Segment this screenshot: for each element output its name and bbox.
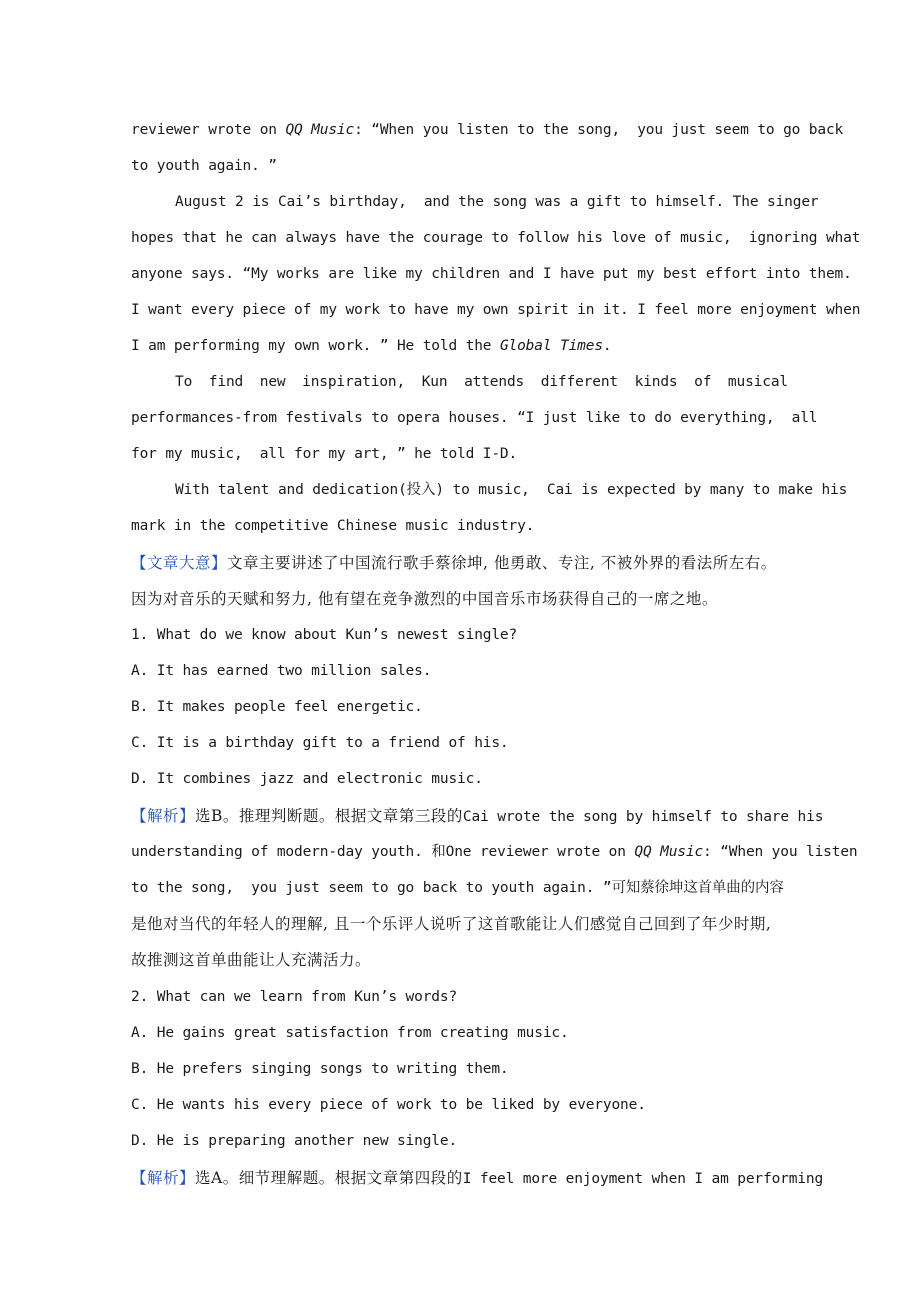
- summary-line1: [131, 553, 777, 573]
- q1-analysis-line2: [131, 842, 857, 862]
- q2-question: 2. What can we learn from Kun’s words?: [131, 989, 458, 1005]
- analysis-tag: 【解析】: [131, 1169, 196, 1187]
- q1-option-c: C. It is a birthday gift to a friend of his.: [131, 735, 509, 751]
- q2-option-a: A. He gains great satisfaction from creating music.: [131, 1025, 569, 1041]
- q1-option-d: D. It combines jazz and electronic music.: [131, 771, 483, 787]
- text-run: 文章主要讲述了中国流行歌手蔡徐坤, 他勇敢、专注, 不被外界的看法所左右。: [227, 554, 777, 572]
- text-run: I am performing my own work. ” He told the: [131, 338, 500, 354]
- passage-p2-line3: anyone says. “My works are like my children and I have put my best effort into them.: [131, 266, 852, 282]
- italic-title: Global Times: [499, 338, 603, 354]
- summary-tag: 【文章大意】: [131, 554, 228, 572]
- italic-title: QQ Music: [634, 844, 704, 860]
- q1-analysis-line5: 故推测这首单曲能让人充满活力。: [131, 951, 372, 969]
- passage-p4-line1: With talent and dedication(投入) to music, Cai is expected by many to make his: [175, 482, 848, 498]
- passage-p2-line2: hopes that he can always have the courage to follow his love of music, ignoring what: [131, 230, 861, 246]
- passage-p3-line3: for my music, all for my art, ” he told I-D.: [131, 446, 518, 462]
- passage-p2-line1: August 2 is Cai’s birthday, and the song was a gift to himself. The singer: [175, 194, 819, 210]
- q1-option-a: A. It has earned two million sales.: [131, 663, 432, 679]
- text-run: 选B。推理判断题。根据文章第三段的: [195, 807, 463, 825]
- passage-p4-line2: mark in the competitive Chinese music industry.: [131, 518, 535, 534]
- text-run: .: [602, 338, 612, 354]
- q2-option-d: D. He is preparing another new single.: [131, 1133, 458, 1149]
- text-run: reviewer wrote on: [131, 122, 286, 138]
- q1-analysis-line4: 是他对当代的年轻人的理解, 且一个乐评人说听了这首歌能让人们感觉自己回到了年少时期,: [131, 915, 772, 933]
- q2-option-c: C. He wants his every piece of work to be liked by everyone.: [131, 1097, 646, 1113]
- text-run: : “When you listen to the song, you just seem to go back: [354, 122, 844, 138]
- text-run: : “When you listen: [703, 844, 858, 860]
- text-run: understanding of modern-day youth. 和One reviewer wrote on: [131, 844, 635, 860]
- passage-p1-line1: [131, 120, 843, 140]
- analysis-tag: 【解析】: [131, 807, 196, 825]
- passage-p3-line2: performances-from festivals to opera houses. “I just like to do everything, all: [131, 410, 818, 426]
- summary-line2: 因为对音乐的天赋和努力, 他有望在竞争激烈的中国音乐市场获得自己的一席之地。: [131, 590, 718, 608]
- q1-option-b: B. It makes people feel energetic.: [131, 699, 423, 715]
- passage-p2-line4: I want every piece of my work to have my own spirit in it. I feel more enjoyment when: [131, 302, 861, 318]
- passage-p2-line5: [131, 336, 612, 356]
- q1-analysis-line1: [131, 806, 823, 827]
- italic-title: QQ Music: [285, 122, 355, 138]
- text-run: Cai wrote the song by himself to share his: [462, 809, 824, 825]
- q1-analysis-line3: to the song, you just seem to go back to youth again. ”可知蔡徐坤这首单曲的内容: [131, 880, 784, 896]
- passage-p1-line2: to youth again. ”: [131, 158, 277, 174]
- q2-option-b: B. He prefers singing songs to writing them.: [131, 1061, 509, 1077]
- q1-question: 1. What do we know about Kun’s newest single?: [131, 627, 518, 643]
- text-run: I feel more enjoyment when I am performing: [462, 1171, 824, 1187]
- text-run: 选A。细节理解题。根据文章第四段的: [195, 1169, 463, 1187]
- passage-p3-line1: To find new inspiration, Kun attends different kinds of musical: [175, 374, 788, 390]
- q2-analysis-line1: [131, 1168, 823, 1189]
